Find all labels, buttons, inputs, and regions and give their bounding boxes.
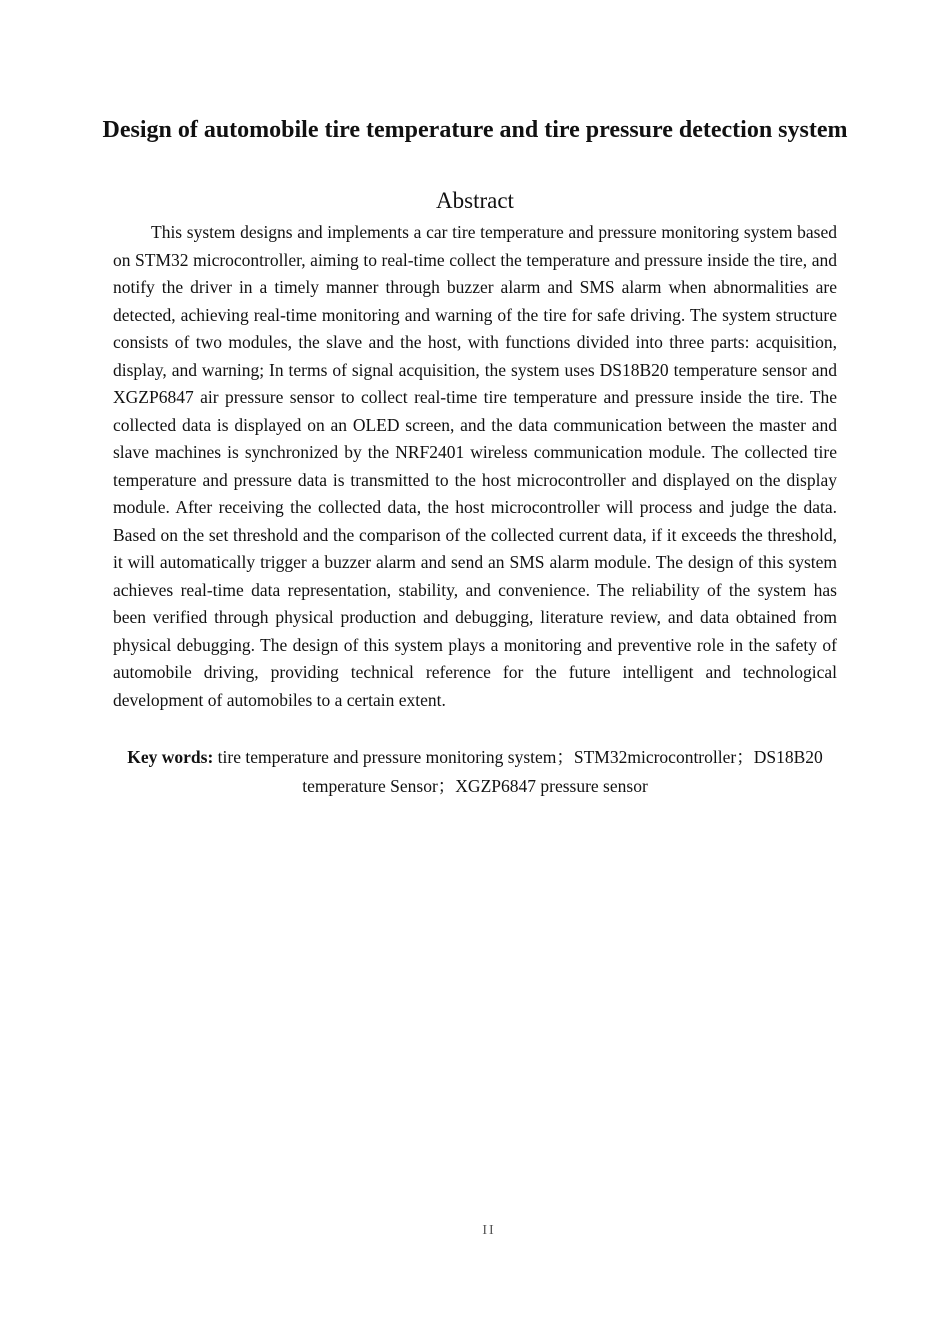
keywords-text: tire temperature and pressure monitoring system；STM32microcontroller；DS18B20 temperature Sensor；XGZP6847 pressure sensor: [213, 747, 823, 796]
page-number: II: [482, 1223, 496, 1238]
abstract-body: This system designs and implements a car tire temperature and pressure monitoring system based on STM32 microcontroller, aiming to real-time collect the temperature and pressure inside the tire, and notify the driver in a timely manner through buzzer alarm and SMS alarm when abnormalities are detected, achieving real-time monitoring and warning of the tire for safe driving. The system structure consists of two modules, the slave and the host, with functions divided into three parts: acquisition, display, and warning; In terms of signal acquisition, the system uses DS18B20 temperature sensor and XGZP6847 air pressure sensor to collect real-time tire temperature and pressure inside the tire. The collected data is displayed on an OLED screen, and the data communication between the master and slave machines is synchronized by the NRF2401 wireless communication module. The collected tire temperature and pressure data is transmitted to the host microcontroller and displayed on the display module. After receiving the collected data, the host microcontroller will process and judge the data. Based on the set threshold and the comparison of the collected current data, if it exceeds the threshold, it will automatically trigger a buzzer alarm and send an SMS alarm module. The design of this system achieves real-time data representation, stability, and convenience. The reliability of the system has been verified through physical production and debugging, literature review, and data obtained from physical debugging. The design of this system plays a monitoring and preventive role in the safety of automobile driving, providing technical reference for the future intelligent and technological development of automobiles to a certain extent.: [113, 222, 837, 710]
paper-title: Design of automobile tire temperature and tire pressure detection system: [102, 117, 848, 143]
keywords-line: [113, 743, 837, 801]
abstract-heading: Abstract: [436, 188, 514, 213]
keywords-label: Key words:: [127, 747, 214, 767]
